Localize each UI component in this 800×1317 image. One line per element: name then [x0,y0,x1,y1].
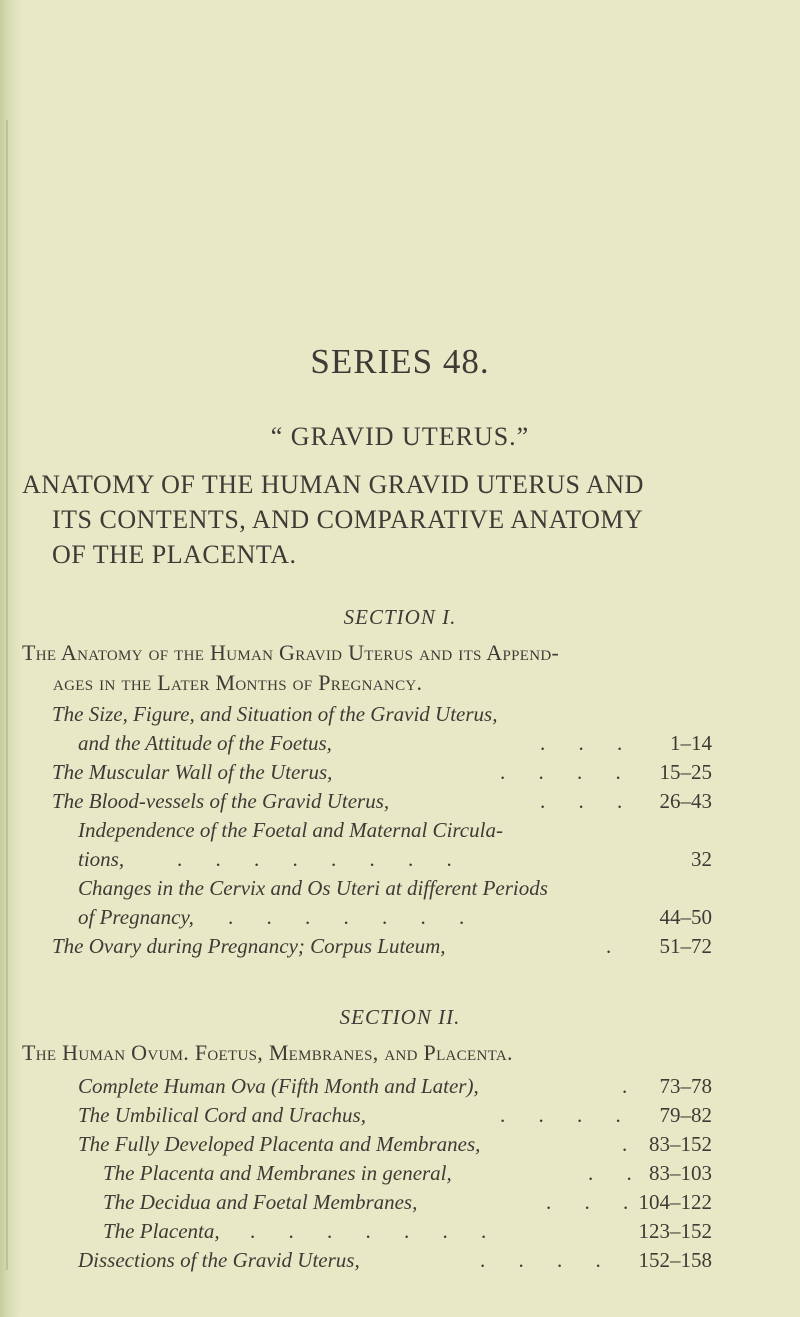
toc-page-range: 32 [691,847,712,871]
series-title: SERIES 48. [310,342,490,381]
toc-leader-dots: . . . . . . . [228,905,479,929]
section-2-subject: The Human Ovum. Foetus, Membranes, and Placenta. [22,1040,513,1065]
toc-leader-dots: . . [588,1161,646,1185]
toc-page-range: 104–122 [638,1190,712,1214]
section-1-subject-line-1: The Anatomy of the Human Gravid Uterus and its Append- [22,640,560,665]
section-1-subject-line-2: ages in the Later Months of Pregnancy. [53,670,423,695]
toc-page-range: 1–14 [670,731,712,755]
toc-entry-text: Dissections of the Gravid Uterus, [78,1248,360,1272]
section-2-label: SECTION II. [339,1005,461,1029]
toc-entry-text: Changes in the Cervix and Os Uteri at different Periods [78,876,548,900]
toc-leader-dots: . . . [540,731,637,755]
toc-entry-text: The Decidua and Foetal Membranes, [103,1190,418,1214]
toc-entry-text: The Blood-vessels of the Gravid Uterus, [52,789,390,813]
toc-entry-text: The Fully Developed Placenta and Membranes, [78,1132,481,1156]
toc-leader-dots: . . . . . . . [250,1219,501,1243]
toc-page-range: 83–152 [649,1132,712,1156]
heading-line-1: ANATOMY OF THE HUMAN GRAVID UTERUS AND [22,470,644,499]
page-binding-edge [0,0,22,1317]
toc-leader-dots: . . . . [500,760,635,784]
toc-leader-dots: . [622,1132,642,1156]
toc-page-range: 123–152 [638,1219,712,1243]
section-1-label: SECTION I. [343,605,457,629]
toc-page-range: 44–50 [659,905,712,929]
toc-leader-dots: . . . [540,789,637,813]
toc-entry-text: The Placenta and Membranes in general, [103,1161,452,1185]
toc-entry-text-cont: and the Attitude of the Foetus, [78,731,332,755]
page-fold-line [6,120,8,1270]
toc-page-range: 79–82 [659,1103,712,1127]
toc-leader-dots: . . . . . . . . [177,847,466,871]
toc-leader-dots: . . . . [500,1103,635,1127]
toc-leader-dots: . . . . [480,1248,615,1272]
toc-entry-text: The Umbilical Cord and Urachus, [78,1103,366,1127]
toc-entry-text: The Size, Figure, and Situation of the Gravid Uterus, [52,702,498,726]
toc-entry-text: Independence of the Foetal and Maternal Circula- [78,818,503,842]
toc-page-range: 26–43 [659,789,712,813]
toc-leader-dots: . [622,1074,642,1098]
toc-page-range: 152–158 [638,1248,712,1272]
toc-page-range: 15–25 [659,760,712,784]
toc-leader-dots: . . . [546,1190,643,1214]
toc-entry-text-cont: of Pregnancy, [78,905,194,929]
toc-entry-text: The Muscular Wall of the Uterus, [52,760,333,784]
toc-page-range: 83–103 [649,1161,712,1185]
toc-page-range: 73–78 [659,1074,712,1098]
toc-entry-text: The Placenta, [103,1219,220,1243]
subtitle: “ GRAVID UTERUS.” [270,422,530,451]
toc-entry-text: The Ovary during Pregnancy; Corpus Luteum, [52,934,446,958]
toc-entry-text: Complete Human Ova (Fifth Month and Later), [78,1074,479,1098]
toc-page-range: 51–72 [659,934,712,958]
toc-entry-text-cont: tions, [78,847,125,871]
heading-line-3: OF THE PLACENTA. [52,540,297,569]
heading-line-2: ITS CONTENTS, AND COMPARATIVE ANATOMY [52,505,644,534]
toc-leader-dots: . [606,934,626,958]
